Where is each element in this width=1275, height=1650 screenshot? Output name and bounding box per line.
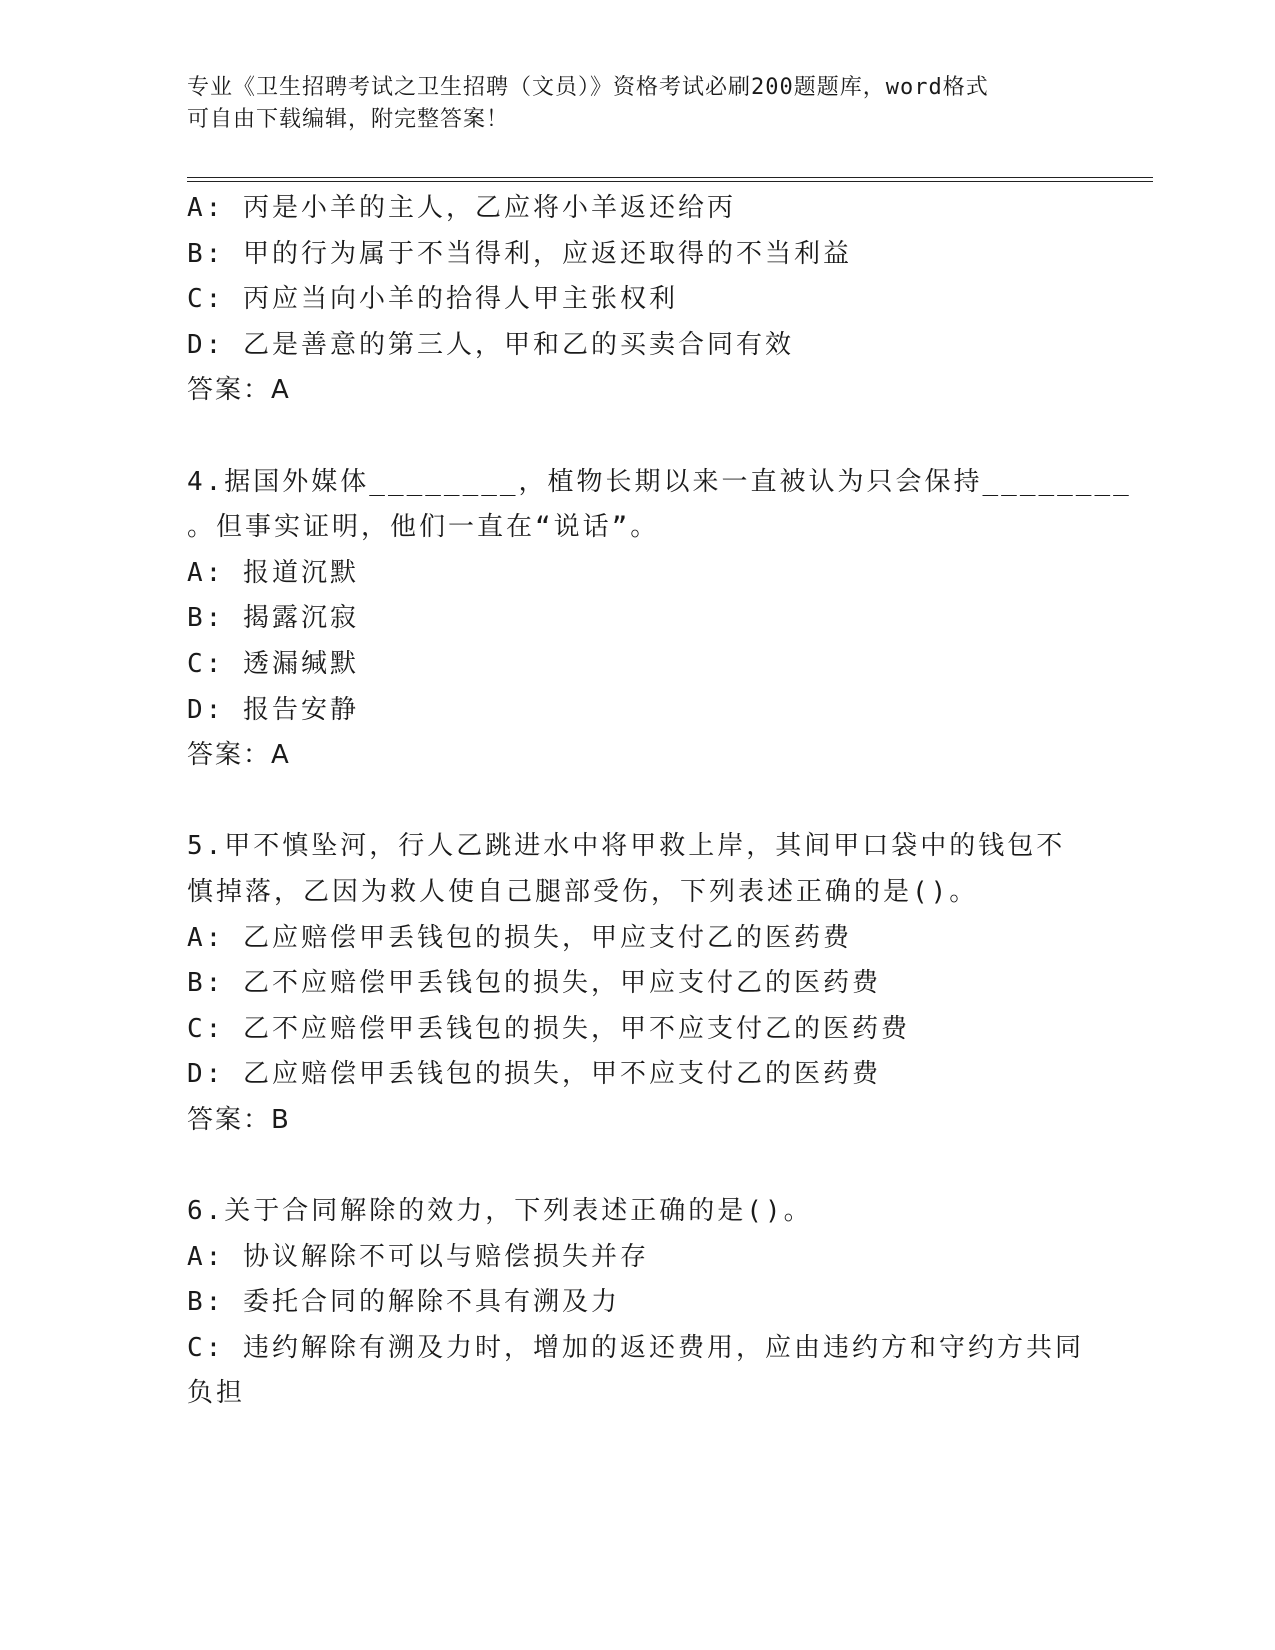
option-c: C: 丙应当向小羊的拾得人甲主张权利 (187, 284, 678, 315)
question-5-block (187, 824, 1087, 1143)
answer: 答案：B (187, 1104, 291, 1135)
question-4-block (187, 460, 1132, 779)
option-b: B: 乙不应赔偿甲丢钱包的损失，甲应支付乙的医药费 (187, 968, 881, 999)
spacer (187, 779, 1087, 825)
document-header (187, 72, 1087, 136)
header-divider-top (187, 177, 1153, 178)
option-b: B: 揭露沉寂 (187, 603, 359, 634)
header-line-1: 专业《卫生招聘考试之卫生招聘（文员）》资格考试必刷200题题库，word格式 (187, 75, 989, 100)
question-stem: 5.甲不慎坠河，行人乙跳进水中将甲救上岸，其间甲口袋中的钱包不 (187, 831, 1066, 862)
option-c: C: 乙不应赔偿甲丢钱包的损失，甲不应支付乙的医药费 (187, 1013, 910, 1044)
option-b: B: 委托合同的解除不具有溯及力 (187, 1287, 620, 1318)
spacer (187, 1143, 1087, 1189)
question-list (187, 186, 1132, 1417)
option-c: C: 违约解除有溯及力时，增加的返还费用，应由违约方和守约方共同 (187, 1332, 1084, 1363)
question-stem: 4.据国外媒体________，植物长期以来一直被认为只会保持________ (187, 466, 1132, 497)
option-a: A: 协议解除不可以与赔偿损失并存 (187, 1241, 649, 1272)
option-c: C: 透漏缄默 (187, 648, 359, 679)
question-3-block (187, 186, 1087, 414)
option-a: A: 报道沉默 (187, 557, 359, 588)
answer: 答案：A (187, 375, 291, 406)
option-a: A: 丙是小羊的主人，乙应将小羊返还给丙 (187, 193, 736, 223)
answer: 答案：A (187, 740, 291, 771)
spacer (187, 414, 1087, 460)
question-stem: 6.关于合同解除的效力，下列表述正确的是()。 (187, 1196, 813, 1227)
option-d: D: 乙是善意的第三人，甲和乙的买卖合同有效 (187, 329, 794, 360)
option-a: A: 乙应赔偿甲丢钱包的损失，甲应支付乙的医药费 (187, 922, 852, 953)
option-b: B: 甲的行为属于不当得利，应返还取得的不当利益 (187, 238, 852, 269)
header-line-2: 可自由下载编辑，附完整答案！ (187, 107, 510, 132)
option-c-continued: 负担 (187, 1378, 246, 1409)
option-d: D: 报告安静 (187, 694, 359, 725)
question-6-block (187, 1189, 1087, 1417)
question-stem-continued: 慎掉落，乙因为救人使自己腿部受伤，下列表述正确的是()。 (187, 876, 979, 907)
option-d: D: 乙应赔偿甲丢钱包的损失，甲不应支付乙的医药费 (187, 1059, 881, 1090)
header-divider-bottom (187, 181, 1153, 182)
question-stem-continued: 。但事实证明，他们一直在“说话”。 (187, 512, 660, 543)
